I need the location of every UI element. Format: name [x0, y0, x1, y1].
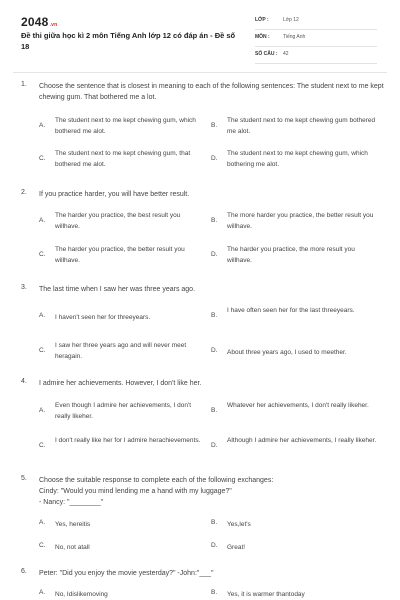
- option-letter: B.: [211, 589, 218, 596]
- option-text[interactable]: About three years ago, I used to meether.: [227, 349, 347, 356]
- option-letter: A.: [39, 519, 46, 526]
- question-number: 3.: [21, 284, 27, 291]
- question-text: Peter: "Did you enjoy the movie yesterday?" -John:"___": [39, 570, 214, 577]
- option-letter: C.: [39, 347, 46, 354]
- option-letter: B.: [211, 519, 218, 526]
- option-letter: B.: [211, 217, 218, 224]
- option-letter: A.: [39, 407, 46, 414]
- option-text[interactable]: I don't really like her for I admire herachievements.: [55, 437, 201, 444]
- option-letter: C.: [39, 155, 46, 162]
- option-letter: D.: [211, 442, 218, 449]
- option-text[interactable]: Although I admire her achievements, I really likeher.: [227, 437, 377, 444]
- option-text[interactable]: I saw her three years ago and will never meet heragain.: [55, 342, 187, 360]
- option-text[interactable]: The harder you practice, the better result you willhave.: [55, 246, 185, 264]
- option-letter: D.: [211, 251, 218, 258]
- question-number: 4.: [21, 378, 27, 385]
- option-text[interactable]: Great!: [227, 544, 246, 551]
- meta-row-subject: MÔN : Tiếng Anh: [255, 32, 377, 47]
- option-text[interactable]: I haven't seen her for threeyears.: [55, 314, 151, 321]
- option-letter: A.: [39, 312, 46, 319]
- option-text[interactable]: The student next to me kept chewing gum, which bothered me alot.: [55, 117, 196, 135]
- question-text: Choose the sentence that is closest in meaning to each of the following sentences: The student next to me kept chewing gum. That bothered me a lot.: [39, 83, 384, 101]
- document-title: Đề thi giữa học kì 2 môn Tiếng Anh lớp 12 có đáp án - Đề số 18: [21, 31, 236, 51]
- option-text[interactable]: The student next to me kept chewing gum bothered me alot.: [227, 117, 376, 135]
- site-logo[interactable]: 2048.vn: [21, 15, 58, 29]
- option-text[interactable]: The more harder you practice, the better result you willhave.: [227, 212, 374, 230]
- page-header: [0, 0, 400, 72]
- option-letter: A.: [39, 217, 46, 224]
- option-letter: C.: [39, 442, 46, 449]
- header-divider: [13, 72, 387, 73]
- option-letter: D.: [211, 347, 218, 354]
- option-text[interactable]: No, Idislikemoving: [55, 591, 108, 598]
- question-text: The last time when I saw her was three years ago.: [39, 286, 196, 293]
- option-letter: B.: [211, 407, 218, 414]
- option-letter: B.: [211, 122, 218, 129]
- option-letter: A.: [39, 122, 46, 129]
- option-text[interactable]: The harder you practice, the best result you willhave.: [55, 212, 181, 230]
- question-number: 1.: [21, 81, 27, 88]
- option-text[interactable]: Even though I admire her achievements, I don't really likeher.: [55, 402, 192, 420]
- question-number: 6.: [21, 568, 27, 575]
- option-letter: D.: [211, 542, 218, 549]
- option-letter: B.: [211, 312, 218, 319]
- question-text: If you practice harder, you will have better result.: [39, 191, 190, 198]
- option-text[interactable]: I have often seen her for the last threeyears.: [227, 307, 355, 314]
- option-letter: C.: [39, 542, 46, 549]
- question-text: Choose the suitable response to complete each of the following exchanges: Cindy: "Would you mind lending me a hand with my luggage?" - Nancy: "________": [39, 477, 274, 506]
- option-letter: A.: [39, 589, 46, 596]
- option-text[interactable]: Yes, hereitis: [55, 521, 91, 528]
- question-text: I admire her achievements. However, I don't like her.: [39, 380, 202, 387]
- exam-meta: [255, 15, 377, 66]
- option-text[interactable]: The student next to me kept chewing gum, which bothering me alot.: [227, 150, 368, 168]
- option-text[interactable]: The harder you practice, the more result you willhave.: [227, 246, 355, 264]
- question-number: 2.: [21, 189, 27, 196]
- option-text[interactable]: No, not atall: [55, 544, 90, 551]
- meta-row-class: LỚP : Lớp 12: [255, 15, 377, 30]
- option-text[interactable]: The student next to me kept chewing gum, that bothered me alot.: [55, 150, 191, 168]
- option-letter: C.: [39, 251, 46, 258]
- option-letter: D.: [211, 155, 218, 162]
- option-text[interactable]: Yes, it is warmer thantoday: [227, 591, 305, 598]
- meta-row-question-count: SỐ CÂU : 42: [255, 49, 377, 64]
- option-text[interactable]: Yes,let's: [227, 521, 251, 528]
- option-text[interactable]: Whatever her achievements, I don't really likeher.: [227, 402, 369, 409]
- question-number: 5.: [21, 475, 27, 482]
